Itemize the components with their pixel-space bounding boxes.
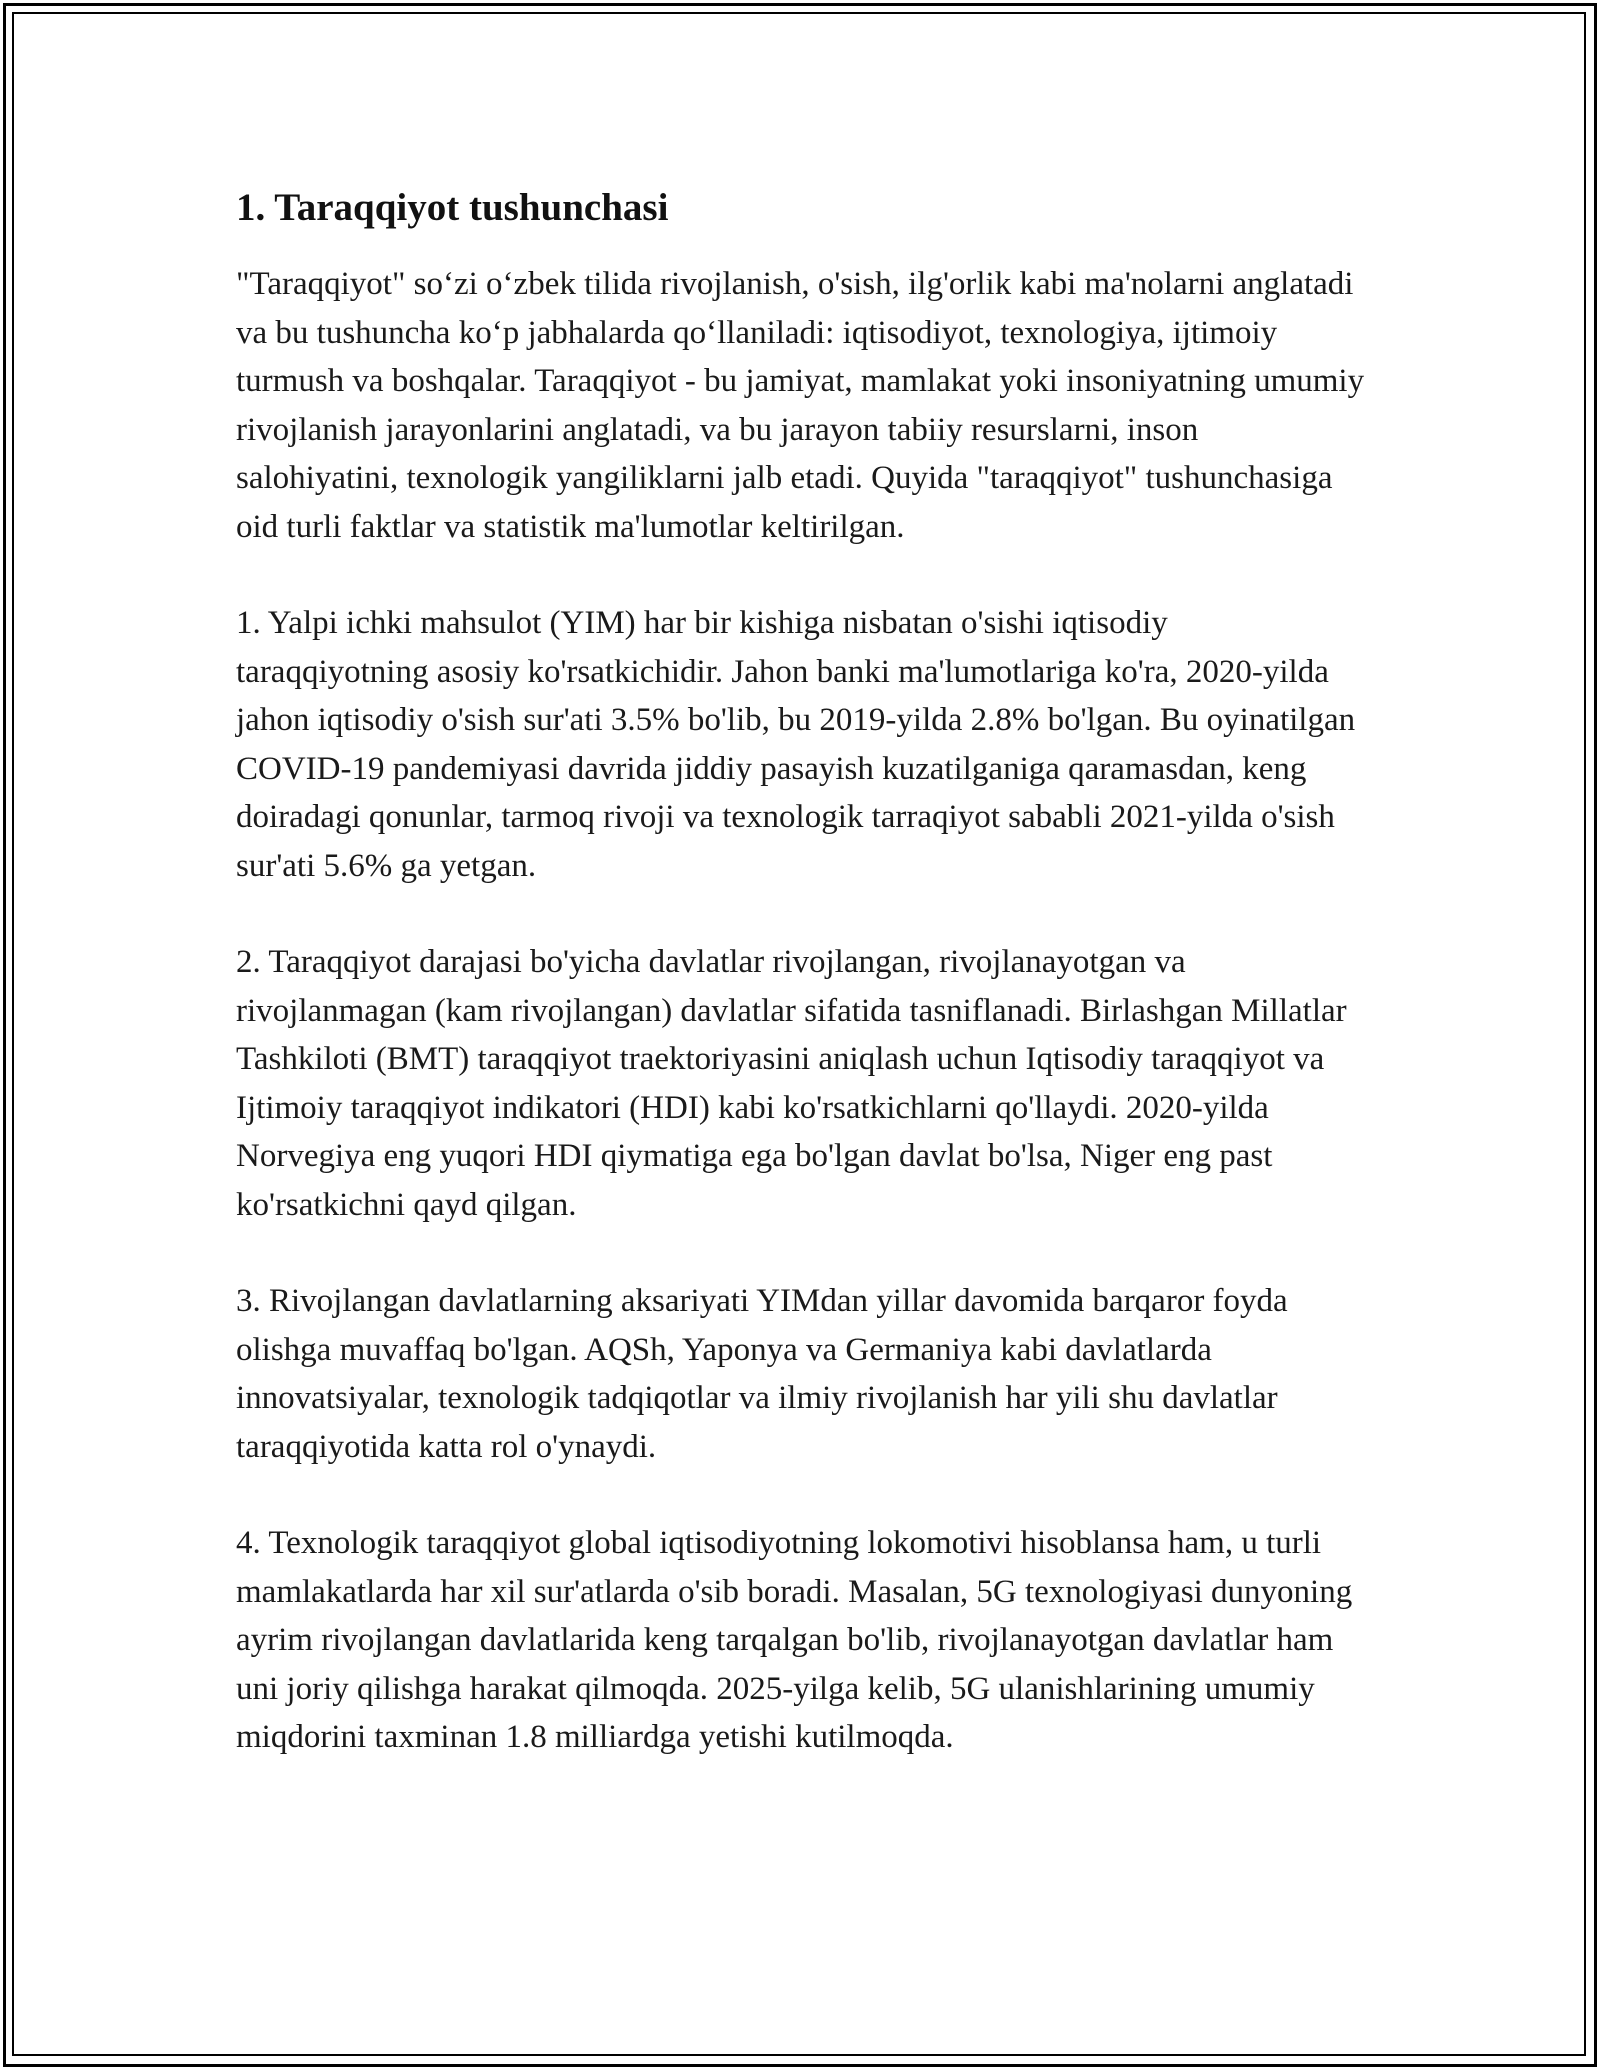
- document-body: [236, 184, 1366, 1810]
- point-paragraph-4: 4. Texnologik taraqqiyot global iqtisodiyotning lokomotivi hisoblansa ham, u turli mamlakatlarda har xil sur'atlarda o'sib boradi. Masalan, 5G texnologiyasi dunyoning ayrim rivojlangan davlatlarida keng tarqalgan bo'lib, rivojlanayotgan davlatlar ham uni joriy qilishga harakat qilmoqda. 2025-yilga kelib, 5G ulanishlarining umumiy miqdorini taxminan 1.8 milliardga yetishi kutilmoqda.: [236, 1525, 1353, 1755]
- intro-paragraph: "Taraqqiyot" so‘zi o‘zbek tilida rivojlanish, o'sish, ilg'orlik kabi ma'nolarni anglatadi va bu tushuncha ko‘p jabhalarda qo‘llaniladi: iqtisodiyot, texnologiya, ijtimoiy turmush va boshqalar. Taraqqiyot - bu jamiyat, mamlakat yoki insoniyatning umumiy rivojlanish jarayonlarini anglatadi, va bu jarayon tabiiy resurslarni, inson salohiyatini, texnologik yangiliklarni jalb etadi. Quyida "taraqqiyot" tushunchasiga oid turli faktlar va statistik ma'lumotlar keltirilgan.: [236, 266, 1365, 545]
- point-paragraph-1: 1. Yalpi ichki mahsulot (YIM) har bir kishiga nisbatan o'sishi iqtisodiy taraqqiyotning asosiy ko'rsatkichidir. Jahon banki ma'lumotlariga ko'ra, 2020-yilda jahon iqtisodiy o'sish sur'ati 3.5% bo'lib, bu 2019-yilda 2.8% bo'lgan. Bu oyinatilgan COVID-19 pandemiyasi davrida jiddiy pasayish kuzatilganiga qaramasdan, keng doiradagi qonunlar, tarmoq rivoji va texnologik tarraqiyot sababli 2021-yilda o'sish sur'ati 5.6% ga yetgan.: [236, 605, 1356, 884]
- point-paragraph-3: 3. Rivojlangan davlatlarning aksariyati YIMdan yillar davomida barqaror foyda olishga muvaffaq bo'lgan. AQSh, Yaponya va Germaniya kabi davlatlarda innovatsiyalar, texnologik tadqiqotlar va ilmiy rivojlanish har yili shu davlatlar taraqqiyotida katta rol o'ynaydi.: [236, 1283, 1288, 1465]
- section-title: 1. Taraqqiyot tushunchasi: [236, 186, 669, 229]
- point-paragraph-2: 2. Taraqqiyot darajasi bo'yicha davlatlar rivojlangan, rivojlanayotgan va rivojlanmagan (kam rivojlangan) davlatlar sifatida tasniflanadi. Birlashgan Millatlar Tashkiloti (BMT) taraqqiyot traektoriyasini aniqlash uchun Iqtisodiy taraqqiyot va Ijtimoiy taraqqiyot indikatori (HDI) kabi ko'rsatkichlarni qo'llaydi. 2020-yilda Norvegiya eng yuqori HDI qiymatiga ega bo'lgan davlat bo'lsa, Niger eng past ko'rsatkichni qayd qilgan.: [236, 944, 1347, 1223]
